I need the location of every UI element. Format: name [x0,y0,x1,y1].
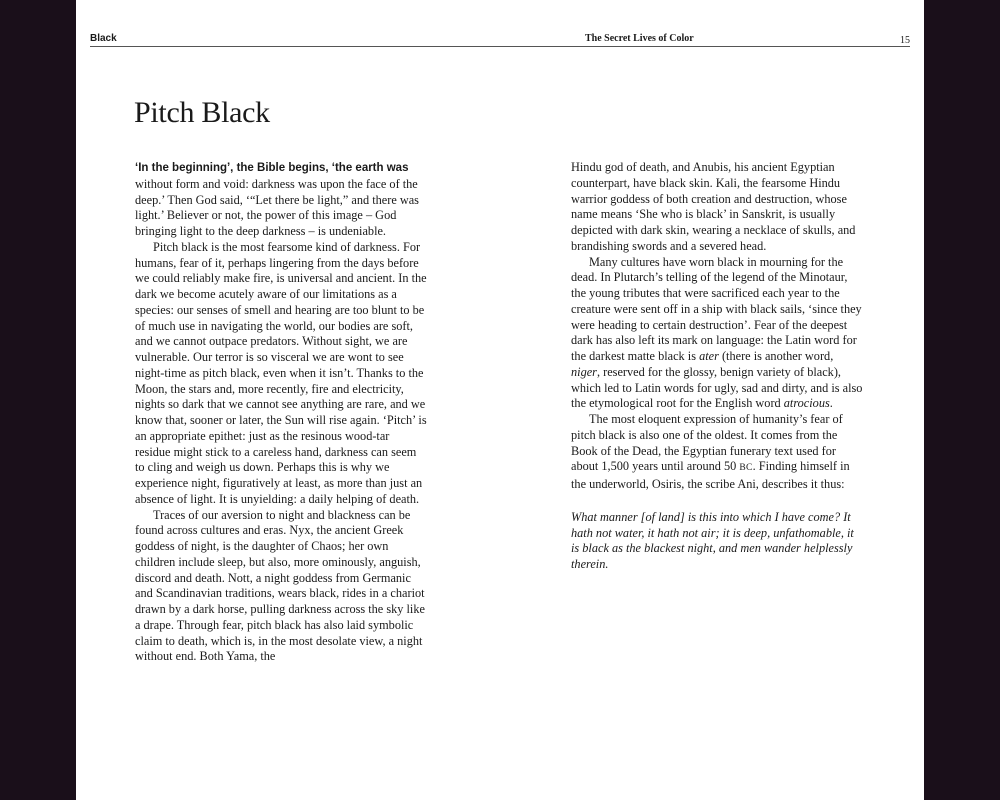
paragraph: The most eloquent expression of humanity’s fear of pitch black is also one of the oldest. It comes from the Book of the Dead, the Egyptian funerary text used for about 1,500 years until around 50 BC. Finding himself in the underworld, Osiris, the scribe Ani, describes it thus: [571,412,850,491]
running-head [90,30,910,47]
paragraph [135,160,427,240]
paragraph: Many cultures have worn black in mourning for the dead. In Plutarch’s telling of the legend of the Minotaur, the young tributes that were sacrificed each year to the creature were sent off in a ship with black sails, ‘since they were heading to certain destruction’. Fear of the deepest dark has also left its mark on language: the Latin word for the darkest matte black is ater (there is another word, niger, reserved for the glossy, benign variety of black), which led to Latin words for ugly, sad and dirty, and is also the etymological root for the English word atrocious. [571,254,863,411]
right-column [571,160,863,573]
left-column [135,160,427,665]
page-number: 15 [900,35,910,46]
latin-word: ater [699,349,719,363]
page-title: Pitch Black [134,96,270,129]
book-title: The Secret Lives of Color [585,33,694,44]
section-label: Black [90,33,117,44]
paragraph-text: without form and void: darkness was upon the face of the deep.’ Then God said, ‘“Let there be light,” and there was light.’ Believer or not, the power of this image – God bringing light to the deep darkness – is undeniable. [135,176,419,238]
english-word: atrocious [783,396,830,411]
book-page [76,0,924,800]
block-quote: What manner [of land] is this into which I have come? It hath not water, it hath not air; it is deep, unfathomable, it is black as the blackest night, and men wander helplessly therein. [571,509,854,571]
lead-in: ‘In the beginning’, the Bible begins, ‘the earth was [135,162,409,174]
paragraph: Traces of our aversion to night and blackness can be found across cultures and eras. Nyx, the ancient Greek goddess of night, is the daughter of Chaos; her own children include sleep, but also, more ominously, anguish, discord and death. Nott, a night goddess from Germanic and Scandinavian traditions, wears black, rides in a chariot drawn by a dark horse, pulling darkness across the sky like a drape. Through fear, pitch black has also laid symbolic claim to death, which is, in the most desolate view, a night without end. Both Yama, the [135,507,425,664]
era-abbrev: BC [739,463,753,474]
latin-word: niger [571,364,597,379]
paragraph: Pitch black is the most fearsome kind of darkness. For humans, fear of it, perhaps lingering from the days before we could reliably make fire, is universal and ancient. In the dark we become acutely aware of our limitations as a species: our senses of smell and hearing are too blunt to be of much use in navigating the world, our bodies are soft, and we cannot outpace predators. Without sight, we are vulnerable. Our terror is so visceral we are wont to see night-time as pitch black, even when it isn’t. Thanks to the Moon, the stars and, more recently, fire and electricity, nights so dark that we cannot see anything are rare, and we know that, sooner or later, the Sun will rise again. ‘Pitch’ is an appropriate epithet: just as the resinous wood-tar residue might stick to a careless hand, darkness can seem to cling and weigh us down. Perhaps this is why we experience night, figuratively at least, as more than just an absence of light. It is unyielding: a daily helping of death. [135,239,427,506]
paragraph: Hindu god of death, and Anubis, his ancient Egyptian counterpart, have black skin. Kali, the fearsome Hindu warrior goddess of both creation and destruction, whose name means ‘She who is black’ in Sanskrit, is usually depicted with dark skin, wearing a necklace of skulls, and brandishing swords and a severed head. [571,160,856,253]
